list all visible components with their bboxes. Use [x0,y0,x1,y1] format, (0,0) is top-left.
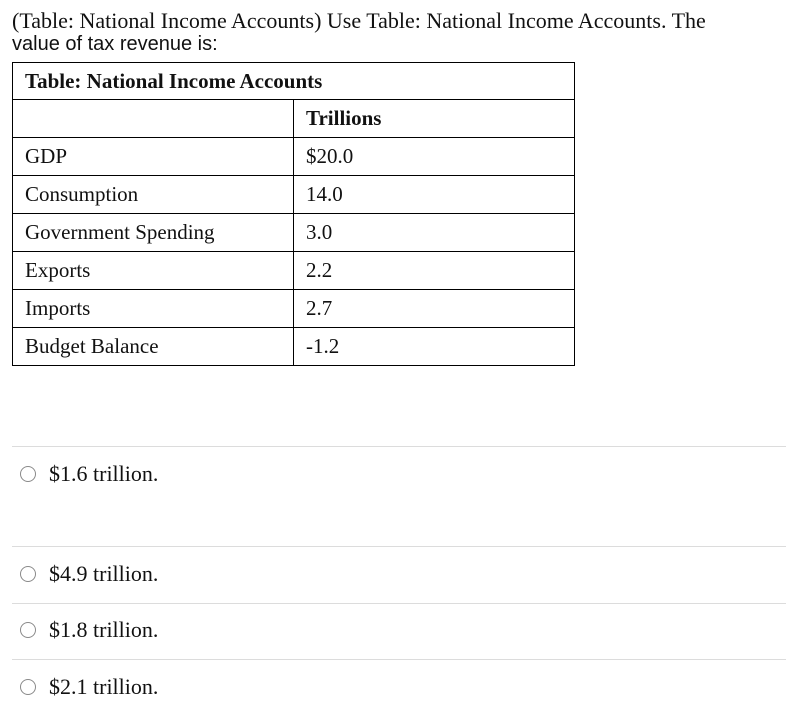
row-label: GDP [13,138,294,176]
table-header-empty [13,100,294,138]
divider [12,659,786,660]
question-line-1: (Table: National Income Accounts) Use Table: National Income Accounts. The [12,8,706,33]
table-row [13,328,575,366]
table-header-row [13,100,575,138]
row-value: 3.0 [294,214,575,252]
table-header-trillions: Trillions [294,100,575,138]
question-text [12,8,782,57]
answer-option-label: $2.1 trillion. [49,674,159,699]
table-row [13,176,575,214]
table-row [13,214,575,252]
row-label: Budget Balance [13,328,294,366]
radio-button-icon[interactable] [20,466,36,482]
question-line-2: value of tax revenue is: [12,33,218,55]
radio-button-icon[interactable] [20,622,36,638]
row-label: Exports [13,252,294,290]
table-row [13,138,575,176]
row-label: Imports [13,290,294,328]
answer-option-label: $1.8 trillion. [49,617,159,642]
answer-option-b[interactable] [20,561,158,587]
row-label: Consumption [13,176,294,214]
radio-button-icon[interactable] [20,566,36,582]
answer-option-c[interactable] [20,617,158,643]
radio-button-icon[interactable] [20,679,36,695]
divider [12,446,786,447]
row-label: Government Spending [13,214,294,252]
answer-option-a[interactable] [20,461,158,487]
row-value: $20.0 [294,138,575,176]
row-value: 2.7 [294,290,575,328]
answer-option-label: $4.9 trillion. [49,561,159,586]
table-row [13,290,575,328]
answer-option-label: $1.6 trillion. [49,461,159,486]
table-caption-row [13,63,575,100]
row-value: 2.2 [294,252,575,290]
table-row [13,252,575,290]
answer-option-d[interactable] [20,674,158,700]
divider [12,546,786,547]
divider [12,603,786,604]
row-value: 14.0 [294,176,575,214]
table-caption: Table: National Income Accounts [13,63,575,100]
row-value: -1.2 [294,328,575,366]
national-income-table [12,62,575,366]
